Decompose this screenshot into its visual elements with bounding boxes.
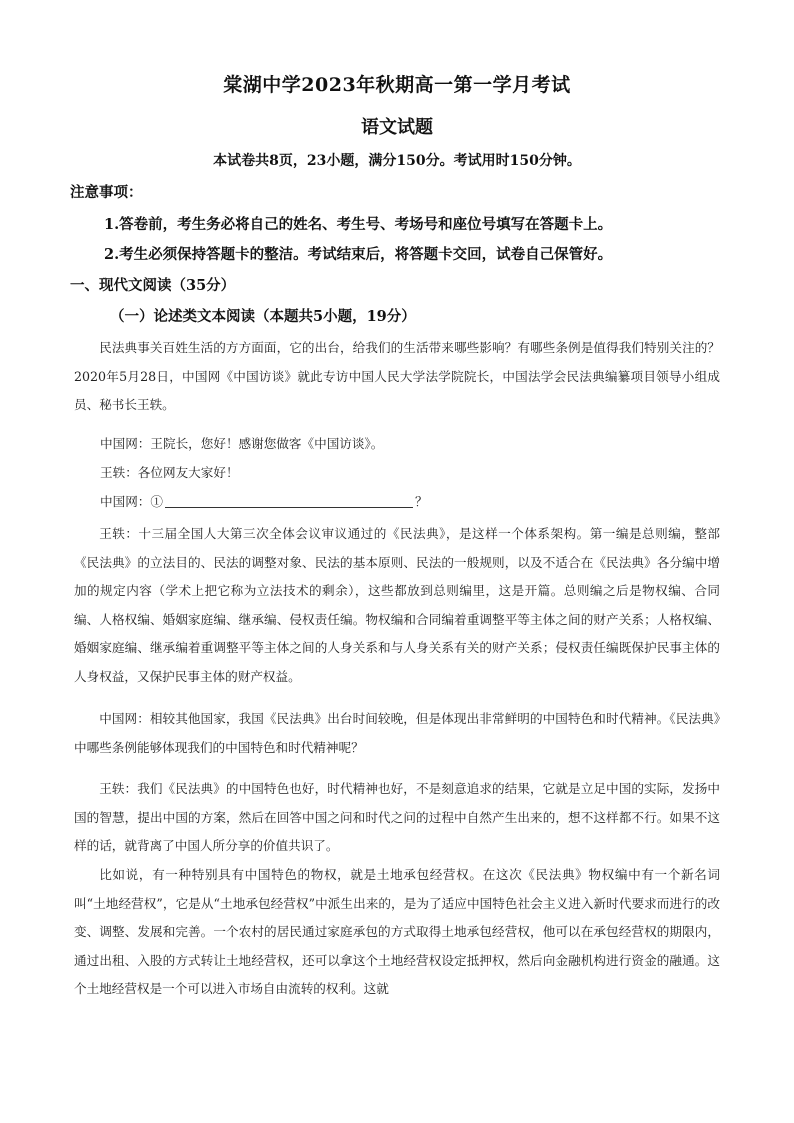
notice-item-1: 1.答卷前，考生务必将自己的姓名、考生号、考场号和座位号填写在答题卡上。 xyxy=(104,216,613,233)
subsection-heading: （一）论述类文本阅读（本题共5小题，19分） xyxy=(110,308,416,325)
exam-title: 棠湖中学2023年秋期高一第一学月考试 xyxy=(223,74,571,96)
interview-greeting: 中国网：王院长，您好！感谢您做客《中国访谈》。 xyxy=(100,436,384,451)
notice-heading: 注意事项： xyxy=(70,184,143,201)
answer-blank-line xyxy=(165,493,413,508)
passage-intro: 民法典事关百姓生活的方方面面，它的出台，给我们的生活带来哪些影响？有哪些条例是值得我们特别关注的？2020年5月28日，中国网《中国访谈》就此专访中国人民大学法学院院长，中国法学会民法典编纂项目领导小组成员、秘书长王轶。 xyxy=(74,340,720,412)
question-prefix: 中国网：① xyxy=(100,494,163,509)
notice-item-2: 2.考生必须保持答题卡的整洁。考试结束后，将答题卡交回，试卷自己保管好。 xyxy=(104,246,613,263)
interview-reply: 王轶：各位网友大家好！ xyxy=(100,465,239,480)
subject-title: 语文试题 xyxy=(361,117,433,138)
question-paragraph-2: 中国网：相较其他国家，我国《民法典》出台时间较晚，但是体现出非常鲜明的中国特色和时代精神。《民法典》中哪些条例能够体现我们的中国特色和时代精神呢？ xyxy=(74,711,720,755)
section-heading: 一、现代文阅读（35分） xyxy=(70,277,236,294)
question-suffix: ？ xyxy=(414,494,428,509)
answer-paragraph-1: 王轶：十三届全国人大第三次全体会议审议通过的《民法典》，是这样一个体系架构。第一编是总则编，整部《民法典》的立法目的、民法的调整对象、民法的基本原则、民法的一般规则，以及不适合在《民法典》各分编中增加的规定内容（学术上把它称为立法技术的剩余），这些都放到总则编里，这是开篇。总则编之后是物权编、合同编、人格权编、婚姻家庭编、继承编、侵权责任编。物权编和合同编着重调整平等主体之间的财产关系；人格权编、婚姻家庭编、继承编着重调整平等主体之间的人身关系和与人身关系有关的财产关系；侵权责任编既保护民事主体的人身权益，又保护民事主体的财产权益。 xyxy=(74,526,720,684)
exam-info: 本试卷共8页，23小题，满分150分。考试用时150分钟。 xyxy=(213,153,581,169)
answer-paragraph-2: 王轶：我们《民法典》的中国特色也好，时代精神也好，不是刻意追求的结果，它就是立足中国的实际，发扬中国的智慧，提出中国的方案，然后在回答中国之问和时代之问的过程中自然产生出来的，想不这样都不行。如果不这样的话，就背离了中国人所分享的价值共识了。 xyxy=(74,781,720,853)
fill-blank-question xyxy=(100,491,428,510)
answer-paragraph-3: 比如说，有一种特别具有中国特色的物权，就是土地承包经营权。在这次《民法典》物权编中有一个新名词叫“土地经营权”，它是从“土地承包经营权”中派生出来的，是为了适应中国特色社会主义进入新时代要求而进行的改变、调整、发展和完善。一个农村的居民通过家庭承包的方式取得土地承包经营权，他可以在承包经营权的期限内，通过出租、入股的方式转让土地经营权，还可以拿这个土地经营权设定抵押权，然后向金融机构进行资金的融通。这个土地经营权是一个可以进入市场自由流转的权利。这就 xyxy=(74,867,720,996)
